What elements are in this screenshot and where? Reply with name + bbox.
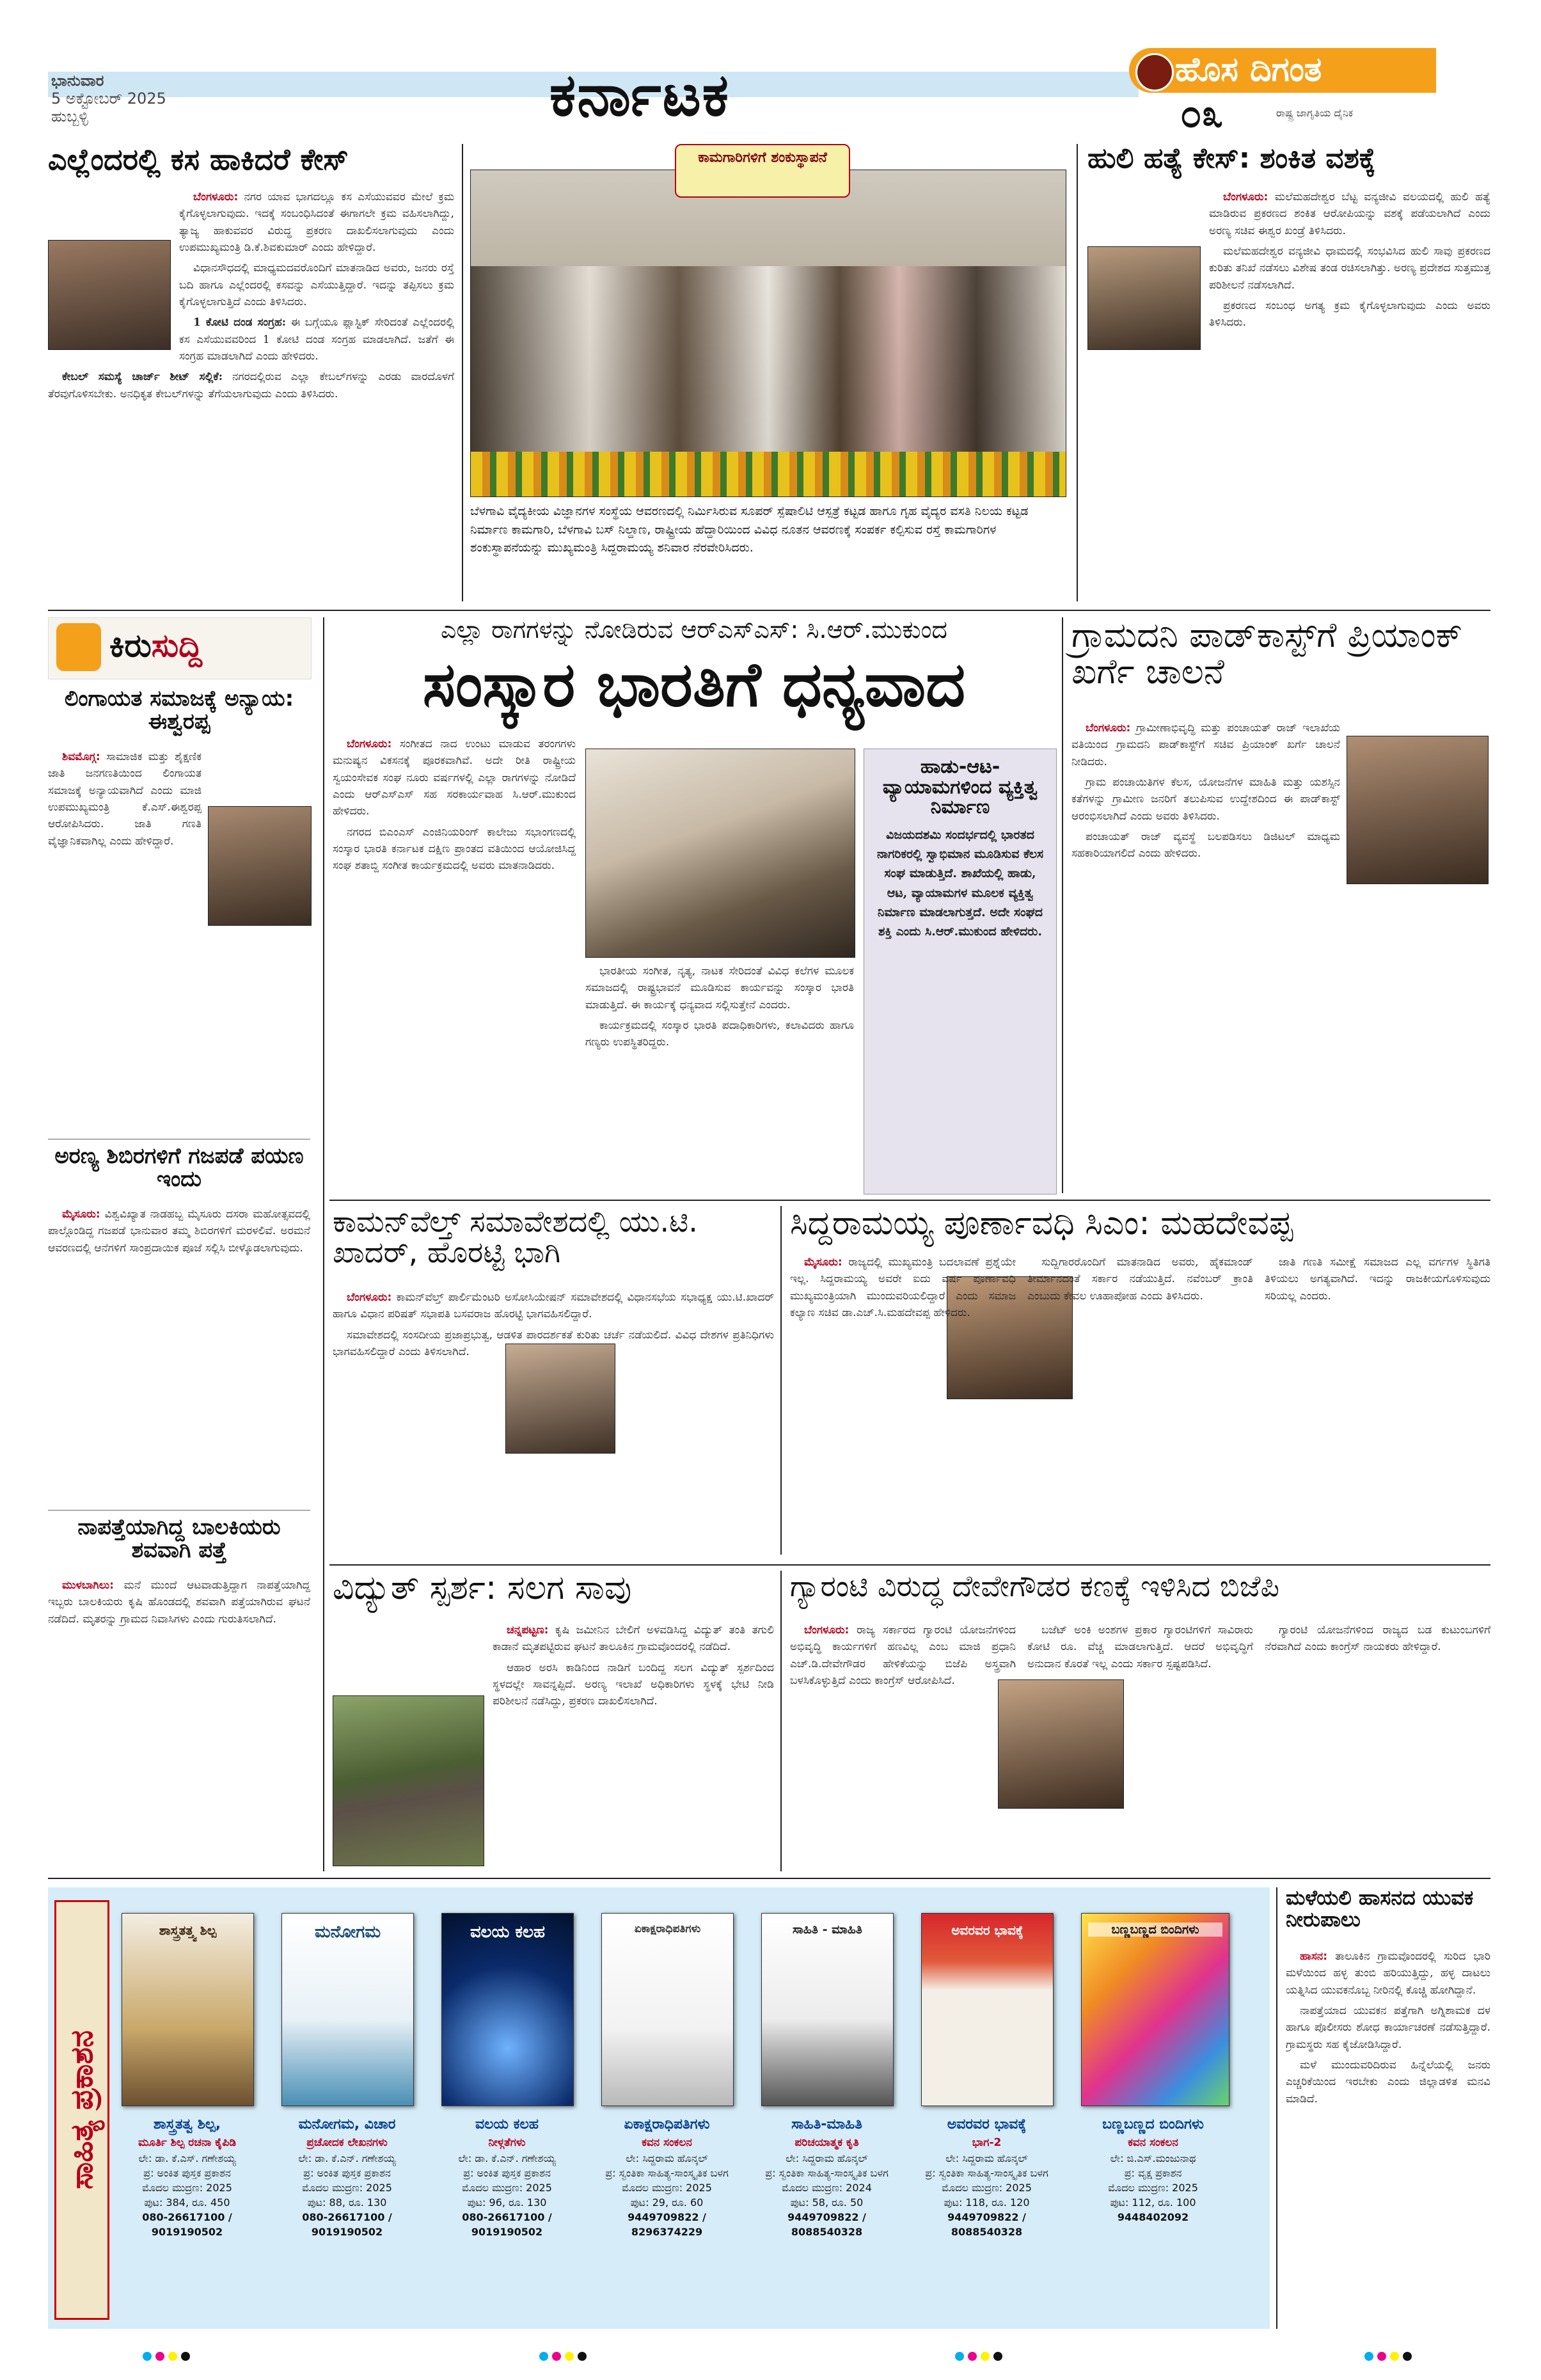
headline: ಮಳೆಯಲಿ ಹಾಸನದ ಯುವಕ ನೀರುಪಾಲು: [1286, 1885, 1474, 1932]
paragraph: ಪ್ರಕರಣದ ಸಂಬಂಧ ಅಗತ್ಯ ಕ್ರಮ ಕೈಗೊಳ್ಳಲಾಗುವುದು ಎಂದು ಅವರು ತಿಳಿಸಿದರು.: [1209, 299, 1490, 329]
story-body: [1286, 1948, 1490, 2329]
book-info: [758, 2114, 896, 2240]
sidebar-body: ವಿಜಯದಶಮಿ ಸಂದರ್ಭದಲ್ಲಿ ಭಾರತದ ನಾಗರಿಕರಲ್ಲಿ ಸ್ವಾಭಿಮಾನ ಮೂಡಿಸುವ ಕೆಲಸ ಸಂಘ ಮಾಡುತ್ತಿದೆ. ಶಾಖೆಯಲ್ಲಿ ಹಾಡು, ಆಟ, ವ್ಯಾಯಾಮಗಳ ಮೂಲಕ ವ್ಯಕ್ತಿತ್ವ ನಿರ್ಮಾಣ ಮಾಡಲಾಗುತ್ತದೆ. ಅದೇ ಸಂಘದ ಶಕ್ತಿ ಎಂದು ಸಿ.ಆರ್.ಮುಕುಂದ ಹೇಳಿದರು.: [876, 827, 1044, 939]
story-body-col1: [333, 736, 576, 1193]
registration-marks: [0, 2351, 1541, 2370]
story-tiger: [1087, 144, 1490, 605]
book-contact: 9449709822 / 8296374229: [628, 2211, 706, 2239]
sidebar-headline: ಹಾಡು-ಆಟ-ವ್ಯಾಯಾಮಗಳಿಂದ ವ್ಯಕ್ತಿತ್ವ ನಿರ್ಮಾಣ: [882, 756, 1038, 818]
subhead: 1 ಕೋಟಿ ದಂಡ ಸಂಗ್ರಹ:: [193, 316, 287, 329]
book-subtitle: ಭಾಗ-2: [972, 2136, 1002, 2149]
book-author: ಲೇ: ಸಿದ್ದರಾಮ ಹೊನ್ಕಲ್: [626, 2152, 708, 2164]
column-rule: [323, 617, 324, 1871]
book-subtitle: ಕವನ ಸಂಕಲನ: [642, 2136, 692, 2149]
book-subtitle: ಪರಿಚಯಾತ್ಮಕ ಕೃತಿ: [794, 2136, 859, 2149]
paragraph: ಭಾರತೀಯ ಸಂಗೀತ, ನೃತ್ಯ, ನಾಟಕ ಸೇರಿದಂತೆ ವಿವಿಧ ಕಲೆಗಳ ಮೂಲಕ ಸಮಾಜದಲ್ಲಿ ರಾಷ್ಟ್ರಭಾವನೆ ಮೂಡಿಸುವ ಕಾರ್ಯವನ್ನು ಸಂಸ್ಕಾರ ಭಾರತಿ ಮಾಡುತ್ತಿದೆ. ಈ ಕಾರ್ಯಕ್ಕೆ ಧನ್ಯವಾದ ಸಲ್ಲಿಸುತ್ತೇನೆ ಎಂದರು.: [585, 965, 854, 1012]
story-body: [333, 1622, 774, 1871]
book-publisher: ಪ್ರ: ವೃಕ್ಷ ಪ್ರಕಾಶನ: [1124, 2166, 1182, 2179]
book-cover-title: ಮನೋಗಮ: [314, 1923, 381, 1942]
book-author: ಲೇ: ಸಿದ್ದರಾಮ ಹೊನ್ಕಲ್: [945, 2152, 1028, 2164]
photo-flowers-band: [471, 452, 1066, 496]
story-guarantee-bjp: [790, 1571, 1490, 1871]
book-publisher: ಪ್ರ: ಅಂಕಿತ ಪುಸ್ತಕ ಪ್ರಕಾಶನ: [303, 2166, 391, 2179]
headline: ಗ್ರಾಮದನಿ ಪಾಡ್‌ಕಾಸ್ಟ್‌ಗೆ ಪ್ರಿಯಾಂಕ್ ಖರ್ಗೆ ಚಾಲನೆ: [1071, 615, 1463, 692]
story-hassan-youth: [1286, 1887, 1490, 2329]
section-title: ಕರ್ನಾಟಕ: [549, 61, 731, 129]
brief-body: [48, 1577, 310, 1875]
brief-headline: ನಾಪತ್ತೆಯಾಗಿದ್ದ ಬಾಲಕಿಯರು ಶವವಾಗಿ ಪತ್ತೆ: [77, 1514, 281, 1563]
paper-name: ಹೊಸ ದಿಗಂತ: [1175, 51, 1322, 89]
paragraph: ನಗರದ ಬಿಎಂಎಸ್ ಎಂಜಿನಿಯರಿಂಗ್ ಕಾಲೇಜು ಸಭಾಂಗಣದಲ್ಲಿ ಸಂಸ್ಕಾರ ಭಾರತಿ ಕರ್ನಾಟಕ ದಕ್ಷಿಣ ಪ್ರಾಂತದ ವತಿಯಿಂದ ಆಯೋಜಿಸಿದ್ದ ಸಂಘ ಶತಾಬ್ದಿ ಸಂಗೀತ ಕಾರ್ಯಕ್ರಮದಲ್ಲಿ ಅವರು ಮಾತನಾಡಿದರು.: [333, 825, 576, 873]
row-rule: [329, 1200, 1490, 1201]
headline: ಗ್ಯಾರಂಟಿ ವಿರುದ್ಧ ದೇವೇಗೌಡರ ಕಣಕ್ಕೆ ಇಳಿಸಿದ ಬಿಜೆಪಿ: [790, 1569, 1279, 1603]
book-price: ಪುಟ: 29, ರೂ. 60: [630, 2196, 704, 2209]
book-edition: ಮೊದಲ ಮುದ್ರಣ: 2024: [782, 2181, 872, 2194]
book-cover-title: ಅವರವರ ಭಾವಕ್ಕೆ: [951, 1923, 1023, 1938]
kiru-logo-a: ಕಿರು: [109, 627, 152, 664]
paragraph: ಬಜೆಟ್ ಅಂಕಿ ಅಂಶಗಳ ಪ್ರಕಾರ ಗ್ಯಾರಂಟಿಗಳಿಗೆ ಸಾವಿರಾರು ಕೋಟಿ ರೂ. ವೆಚ್ಚ ಮಾಡಲಾಗುತ್ತಿದೆ. ಆದರೆ ಅಭಿವೃದ್ಧಿಗೆ ಅನುದಾನ ಕೊರತೆ ಇಲ್ಲ ಎಂದು ಸರ್ಕಾರ ಸ್ಪಷ್ಟಪಡಿಸಿದೆ.: [1027, 1624, 1253, 1670]
brief-rule: [48, 1510, 310, 1511]
book-cover: [281, 1913, 414, 2106]
paragraph: ನಗರ ಯಾವ ಭಾಗದಲ್ಲೂ ಕಸ ಎಸೆಯುವವರ ಮೇಲೆ ಕ್ರಮ ಕೈಗೊಳ್ಳಲಾಗುವುದು. ಇದಕ್ಕೆ ಸಂಬಂಧಿಸಿದಂತೆ ಈಗಾಗಲೇ ಕ್ರಮ ವಹಿಸಲಾಗಿದ್ದು, ತ್ಯಾಜ್ಯ ಹಾಕುವವರ ವಿರುದ್ಧ ಪ್ರಕರಣ ದಾಖಲಿಸಲಾಗುವುದು ಎಂದು ಉಪಮುಖ್ಯಮಂತ್ರಿ ಡಿ.ಕೆ.ಶಿವಕುಮಾರ್ ಎಂದು ಹೇಳಿದ್ದಾರೆ.: [179, 191, 454, 255]
headline: ಎಲ್ಲೆಂದರಲ್ಲಿ ಕಸ ಹಾಕಿದರೆ ಕೇಸ್: [48, 142, 349, 177]
dateline: ಬೆಂಗಳೂರು:: [347, 1291, 392, 1304]
paragraph: ಕಾರ್ಯಕ್ರಮದಲ್ಲಿ ಸಂಸ್ಕಾರ ಭಾರತಿ ಪದಾಧಿಕಾರಿಗಳು, ಕಲಾವಿದರು ಹಾಗೂ ಗಣ್ಯರು ಉಪಸ್ಥಿತರಿದ್ದರು.: [585, 1019, 854, 1049]
book-title: ಸಾಹಿತಿ-ಮಾಹಿತಿ: [791, 2116, 862, 2132]
dateline: ಬೆಂಗಳೂರು:: [804, 1624, 850, 1637]
story-body: [1071, 720, 1490, 1193]
paragraph: ಸಮಾವೇಶದಲ್ಲಿ ಸಂಸದೀಯ ಪ್ರಜಾಪ್ರಭುತ್ವ, ಆಡಳಿತ ಪಾರದರ್ಶಕತೆ ಕುರಿತು ಚರ್ಚೆ ನಡೆಯಲಿದೆ. ವಿವಿಧ ದೇಶಗಳ ಪ್ರತಿನಿಧಿಗಳು ಭಾಗವಹಿಸಲಿದ್ದಾರೆ ಎಂದು ತಿಳಿಸಲಾಗಿದೆ.: [333, 1328, 774, 1359]
paragraph: ಕೃಷಿ ಜಮೀನಿನ ಬೇಲಿಗೆ ಅಳವಡಿಸಿದ್ದ ವಿದ್ಯುತ್ ತಂತಿ ತಗುಲಿ ಕಾಡಾನೆ ಮೃತಪಟ್ಟಿರುವ ಘಟನೆ ತಾಲೂಕಿನ ಗ್ರಾಮವೊಂದರಲ್ಲಿ ನಡೆದಿದೆ.: [493, 1624, 774, 1654]
column-rule: [1276, 1887, 1277, 2329]
story-gramadani-podcast: [1071, 617, 1490, 1193]
book-price: ಪುಟ: 384, ರೂ. 450: [144, 2196, 230, 2209]
brief-headline: ಅರಣ್ಯ ಶಿಬಿರಗಳಿಗೆ ಗಜಪಡೆ ಪಯಣ ಇಂದು: [54, 1143, 304, 1192]
paragraph: ಗ್ರಾಮೀಣಾಭಿವೃದ್ಧಿ ಮತ್ತು ಪಂಚಾಯತ್ ರಾಜ್ ಇಲಾಖೆಯ ವತಿಯಿಂದ ಗ್ರಾಮದನಿ ಪಾಡ್‌ಕಾಸ್ಟ್‌ಗೆ ಸಚಿವ ಪ್ರಿಯಾಂಕ್ ಖರ್ಗೆ ಚಾಲನೆ ನೀಡಿದರು.: [1071, 722, 1341, 768]
book-edition: ಮೊದಲ ಮುದ್ರಣ: 2025: [142, 2181, 232, 2194]
story-body: [1087, 189, 1490, 605]
brief-item: [48, 1516, 310, 1875]
book-publisher: ಪ್ರ: ಸ್ವಂತಿಕಾ ಸಾಹಿತ್ಯ-ಸಾಂಸ್ಕೃತಿಕ ಬಳಗ: [605, 2166, 729, 2179]
brief-headline: ಲಿಂಗಾಯತ ಸಮಾಜಕ್ಕೆ ಅನ್ಯಾಯ: ಈಶ್ವರಪ್ಪ: [64, 686, 294, 734]
book-contact: 9449709822 / 8088540328: [947, 2211, 1026, 2239]
story-garbage-case: [48, 144, 454, 605]
paragraph: ಮಲೆಮಹದೇಶ್ವರ ಬೆಟ್ಟ ವನ್ಯಜೀವಿ ವಲಯದಲ್ಲಿ ಹುಲಿ ಹತ್ಯೆ ಮಾಡಿರುವ ಪ್ರಕರಣದ ಶಂಕಿತ ಆರೋಪಿಯನ್ನು ವಶಕ್ಕೆ ಪಡೆಯಲಾಗಿದೆ ಎಂದು ಅರಣ್ಯ ಸಚಿವ ಈಶ್ವರ ಖಂಡ್ರೆ ತಿಳಿಸಿದರು.: [1209, 191, 1490, 237]
book-edition: ಮೊದಲ ಮುದ್ರಣ: 2025: [302, 2181, 392, 2194]
date-label: 5 ಅಕ್ಟೋಬರ್ 2025: [51, 90, 166, 107]
book-info: [598, 2114, 736, 2240]
paragraph: ಈ ಬಗ್ಗೆಯೂ ಪ್ಲಾಸ್ಟಿಕ್ ಸೇರಿದಂತೆ ಎಲ್ಲೆಂದರಲ್ಲಿ ಕಸ ಎಸೆಯುವವರಿಂದ 1 ಕೋಟಿ ದಂಡ ಸಂಗ್ರಹ ಮಾಡಲಾಗಿದೆ. ಜತೆಗೆ ಈ ಸಂಗ್ರಹ ಮಾಡಲಾಗಿದೆ ಎಂದು ಹೇಳಿದರು.: [179, 316, 454, 363]
book-cover: [441, 1913, 574, 2106]
brand-block: [1129, 48, 1487, 138]
paragraph: ವಿಶ್ವವಿಖ್ಯಾತ ನಾಡಹಬ್ಬ ಮೈಸೂರು ದಸರಾ ಮಹೋತ್ಸವದಲ್ಲಿ ಪಾಲ್ಗೊಂಡಿದ್ದ ಗಜಪಡೆ ಭಾನುವಾರ ತಮ್ಮ ಶಿಬಿರಗಳಿಗೆ ಮರಳಲಿವೆ. ಅರಮನೆ ಆವರಣದಲ್ಲಿ ಆನೆಗಳಿಗೆ ಸಾಂಪ್ರದಾಯಿಕ ಪೂಜೆ ಸಲ್ಲಿಸಿ ಬೀಳ್ಕೊಡಲಾಗುವುದು.: [48, 1208, 310, 1255]
paragraph: ಮನೆ ಮುಂದೆ ಆಟವಾಡುತ್ತಿದ್ದಾಗ ನಾಪತ್ತೆಯಾಗಿದ್ದ ಇಬ್ಬರು ಬಾಲಕಿಯರು ಕೃಷಿ ಹೊಂಡದಲ್ಲಿ ಶವವಾಗಿ ಪತ್ತೆಯಾಗಿರುವ ಘಟನೆ ನಡೆದಿದೆ. ಮೃತರನ್ನು ಗ್ರಾಮದ ನಿವಾಸಿಗಳು ಎಂದು ಗುರುತಿಸಲಾಗಿದೆ.: [48, 1579, 310, 1626]
headline: ಸಂಸ್ಕಾರ ಭಾರತಿಗೆ ಧನ್ಯವಾದ: [422, 649, 966, 720]
story-body-col2: [585, 963, 854, 1193]
column-rule: [462, 144, 463, 601]
book-cover-title: ಶಾಸ್ತ್ರತತ್ತ್ವ ಶಿಲ್ಪ: [159, 1923, 217, 1938]
paragraph: ಗ್ರಾಮ ಪಂಚಾಯಿತಿಗಳ ಕೆಲಸ, ಯೋಜನೆಗಳ ಮಾಹಿತಿ ಮತ್ತು ಯಶಸ್ಸಿನ ಕತೆಗಳನ್ನು ಗ್ರಾಮೀಣ ಜನರಿಗೆ ತಲುಪಿಸುವ ಉದ್ದೇಶದಿಂದ ಈ ಪಾಡ್‌ಕಾಸ್ಟ್ ಆರಂಭಿಸಲಾಗಿದೆ ಎಂದು ಅವರು ತಿಳಿಸಿದರು.: [1071, 776, 1340, 823]
book-cover-title: ಏಕಾಕ್ಷರಾಧಿಪತಿಗಳು: [634, 1923, 701, 1935]
kiru-logo-b: ಸುದ್ದಿ: [151, 627, 203, 664]
headline: ಹುಲಿ ಹತ್ಯೆ ಕೇಸ್: ಶಂಕಿತ ವಶಕ್ಕೆ: [1087, 142, 1376, 175]
masthead: [0, 0, 1541, 144]
row-rule: [329, 1564, 1490, 1566]
book-subtitle: ಪ್ರಚೋದಕ ಲೇಖನಗಳು: [306, 2136, 388, 2149]
lead-photo-block: [470, 144, 1068, 601]
story-full-term-cm: [790, 1206, 1490, 1564]
brief-item: [48, 1145, 310, 1503]
story-body: [790, 1622, 1490, 1871]
book-contact: 080-26617100 / 9019190502: [142, 2211, 232, 2239]
subhead: ಕೇಬಲ್ ಸಮಸ್ಯೆ ಚಾರ್ಜ್ ಶೀಟ್ ಸಲ್ಲಿಕೆ:: [62, 370, 223, 384]
book-title: ಶಾಸ್ತ್ರತತ್ವ ಶಿಲ್ಪ,: [153, 2116, 221, 2132]
brief-body: [48, 749, 310, 1129]
book-cover: [601, 1913, 734, 2106]
dateline: ಚನ್ನಪಟ್ಟಣ:: [507, 1624, 549, 1637]
dateline: ಮುಳಬಾಗಿಲು:: [62, 1579, 114, 1592]
paragraph: ಸುದ್ದಿಗಾರರೊಂದಿಗೆ ಮಾತನಾಡಿದ ಅವರು, ಹೈಕಮಾಂಡ್ ತೀರ್ಮಾನದಂತೆ ಸರ್ಕಾರ ನಡೆಯುತ್ತಿದೆ. ನವೆಂಬರ್ ಕ್ರಾಂತಿ ಎಂಬುದು ಕೇವಲ ಊಹಾಪೋಹ ಎಂದು ತಿಳಿಸಿದರು.: [1027, 1256, 1253, 1303]
book-author: ಲೇ: ಸಿದ್ದರಾಮ ಹೊನ್ಕಲ್: [786, 2152, 868, 2164]
row-rule: [48, 610, 1490, 611]
column-rule: [780, 1206, 782, 1555]
story-body: [48, 189, 454, 605]
book-cover: [1081, 1913, 1229, 2106]
headline: ವಿದ್ಯುತ್ ಸ್ಪರ್ಶ: ಸಲಗ ಸಾವು: [333, 1569, 632, 1607]
badge-text: ಕಾಮಗಾರಿಗಳಿಗೆ ಶಂಕುಸ್ಥಾಪನೆ: [698, 150, 827, 166]
book-title: ಬಣ್ಣಬಣ್ಣದ ಬಿಂದಿಗಳು: [1102, 2116, 1204, 2132]
dateline: ಬೆಂಗಳೂರು:: [347, 738, 392, 750]
dateline: ಮೈಸೂರು:: [804, 1256, 842, 1269]
book-price: ಪುಟ: 96, ರೂ. 130: [467, 2196, 547, 2209]
column-rule: [1077, 144, 1078, 601]
book-ad: [48, 1887, 1270, 2329]
book-info: [118, 2114, 256, 2240]
dateline: ಬೆಂಗಳೂರು:: [1086, 722, 1131, 734]
book-publisher: ಪ್ರ: ಸ್ವಂತಿಕಾ ಸಾಹಿತ್ಯ-ಸಾಂಸ್ಕೃತಿಕ ಬಳಗ: [765, 2166, 889, 2179]
lead-photo: [470, 170, 1066, 497]
row-rule: [48, 1878, 1490, 1879]
book-author: ಲೇ: ಡಾ. ಕೆ.ಎನ್. ಗಣೇಶಯ್ಯ: [458, 2152, 556, 2164]
book-publisher: ಪ್ರ: ಅಂಕಿತ ಪುಸ್ತಕ ಪ್ರಕಾಶನ: [143, 2166, 231, 2179]
book-contact: 9448402092: [1117, 2211, 1189, 2224]
paragraph: ಸಂಗೀತದ ನಾದ ಉಂಟು ಮಾಡುವ ತರಂಗಗಳು ಮನುಷ್ಯನ ವಿಕಸನಕ್ಕೆ ಪೂರಕವಾಗಿವೆ. ಅದೇ ರೀತಿ ರಾಷ್ಟ್ರೀಯ ಸ್ವಯಂಸೇವಕ ಸಂಘ ನೂರು ವರ್ಷಗಳಲ್ಲಿ ಎಲ್ಲಾ ರಾಗಗಳನ್ನು ನೋಡಿದೆ ಎಂದು ಆರ್‌ಎಸ್‌ಎಸ್ ಸಹ ಸರಕಾರ್ಯವಾಹ ಸಿ.ಆರ್.ಮುಕುಂದ ಹೇಳಿದರು.: [333, 738, 576, 818]
paragraph: ಮಲೆಮಹದೇಶ್ವರ ವನ್ಯಜೀವಿ ಧಾಮದಲ್ಲಿ ಸಂಭವಿಸಿದ ಹುಲಿ ಸಾವು ಪ್ರಕರಣದ ಕುರಿತು ತನಿಖೆ ನಡೆಸಲು ವಿಶೇಷ ತಂಡ ರಚಿಸಲಾಗಿತ್ತು. ಅರಣ್ಯ ಪ್ರದೇಶದ ಸುತ್ತಮುತ್ತ ಪರಿಶೀಲನೆ ನಡೆಸಲಾಗಿದೆ.: [1209, 245, 1490, 292]
paragraph: ರಾಜ್ಯದಲ್ಲಿ ಮುಖ್ಯಮಂತ್ರಿ ಬದಲಾವಣೆ ಪ್ರಶ್ನೆಯೇ ಇಲ್ಲ. ಸಿದ್ದರಾಮಯ್ಯ ಅವರೇ ಐದು ವರ್ಷ ಪೂರ್ಣಾವಧಿ ಮುಖ್ಯಮಂತ್ರಿಯಾಗಿ ಮುಂದುವರಿಯಲಿದ್ದಾರೆ ಎಂದು ಸಮಾಜ ಕಲ್ಯಾಣ ಸಚಿವ ಡಾ.ಎಚ್.ಸಿ.ಮಹದೇವಪ್ಪ ಹೇಳಿದರು.: [790, 1256, 1016, 1320]
sidebar-quote-box: [864, 749, 1057, 1194]
book-contact: 080-26617100 / 9019190502: [302, 2211, 392, 2239]
story-body: [790, 1254, 1490, 1564]
dateline: ಹಾಸನ:: [1300, 1950, 1328, 1963]
date-block: [51, 72, 217, 125]
dateline: ಶಿವಮೊಗ್ಗ:: [62, 750, 100, 763]
photo-badge: [675, 144, 850, 198]
book-contact: 080-26617100 / 9019190502: [462, 2211, 552, 2239]
book-cover-title: ವಲಯ ಕಲಹ: [470, 1923, 545, 1942]
book-cover-title: ಬಣ್ಣಬಣ್ಣದ ಬಿಂದಿಗಳು: [1088, 1923, 1222, 1937]
book-title: ವಲಯ ಕಲಹ: [475, 2116, 539, 2132]
book-cover-title: ಸಾಹಿತಿ - ಮಾಹಿತಿ: [793, 1923, 862, 1937]
book-author: ಲೇ: ಡಾ. ಕೆ.ಎನ್. ಗಣೇಶಯ್ಯ: [298, 2152, 396, 2164]
book-title: ಏಕಾಕ್ಷರಾಧಿಪತಿಗಳು: [624, 2116, 710, 2132]
edition-label: ಹುಬ್ಬಳ್ಳಿ: [51, 107, 88, 125]
paragraph: ಗ್ಯಾರಂಟಿ ಯೋಜನೆಗಳಿಂದ ರಾಜ್ಯದ ಬಡ ಕುಟುಂಬಗಳಿಗೆ ನೆರವಾಗಿದೆ ಎಂದು ಕಾಂಗ್ರೆಸ್ ನಾಯಕರು ಹೇಳಿದ್ದಾರೆ.: [1265, 1624, 1490, 1654]
story-body: [333, 1289, 774, 1564]
book-price: ಪುಟ: 118, ರೂ. 120: [944, 2196, 1030, 2209]
story-elephant-death: [333, 1571, 774, 1871]
book-cover: [921, 1913, 1054, 2106]
book-title: ಅವರವರ ಭಾವಕ್ಕೆ: [947, 2116, 1027, 2132]
headline: ಕಾಮನ್‌ವೆಲ್ತ್ ಸಮಾವೇಶದಲ್ಲಿ ಯು.ಟಿ. ಖಾದರ್, ಹೊರಟ್ಟಿ ಭಾಗಿ: [333, 1204, 698, 1270]
book-price: ಪುಟ: 58, ರೂ. 50: [790, 2196, 864, 2209]
paragraph: ಪಂಚಾಯತ್ ರಾಜ್ ವ್ಯವಸ್ಥೆ ಬಲಪಡಿಸಲು ಡಿಜಿಟಲ್ ಮಾಧ್ಯಮ ಸಹಕಾರಿಯಾಗಲಿದೆ ಎಂದು ಹೇಳಿದರು.: [1071, 830, 1340, 861]
book-contact: 9449709822 / 8088540328: [787, 2211, 866, 2239]
dateline: ಮೈಸೂರು:: [62, 1208, 100, 1221]
ad-vertical-title: ಸಾಹಿತ್ಯ ಪ್ರಕಾಶನ: [64, 2030, 100, 2190]
brief-item: [48, 688, 310, 1129]
paragraph: ಸಾಮಾಜಿಕ ಮತ್ತು ಶೈಕ್ಷಣಿಕ ಜಾತಿ ಜನಗಣತಿಯಿಂದ ಲಿಂಗಾಯತ ಸಮಾಜಕ್ಕೆ ಅನ್ಯಾಯವಾಗಿದೆ ಎಂದು ಮಾಜಿ ಉಪಮುಖ್ಯಮಂತ್ರಿ ಕೆ.ಎಸ್.ಈಶ್ವರಪ್ಪ ಆರೋಪಿಸಿದರು. ಜಾತಿ ಗಣತಿ ವೈಜ್ಞಾನಿಕವಾಗಿಲ್ಲ ಎಂದು ಹೇಳಿದ್ದಾರೆ.: [48, 750, 202, 848]
story-sanskar-bharati: [333, 617, 1055, 1193]
book-subtitle: ಮೂರ್ತಿ ಶಿಲ್ಪ ರಚನಾ ಕೈಪಿಡಿ: [138, 2136, 237, 2149]
paragraph: ಆಹಾರ ಅರಸಿ ಕಾಡಿನಿಂದ ನಾಡಿಗೆ ಬಂದಿದ್ದ ಸಲಗ ವಿದ್ಯುತ್ ಸ್ಪರ್ಶದಿಂದ ಸ್ಥಳದಲ್ಲೇ ಸಾವನ್ನಪ್ಪಿದೆ. ಅರಣ್ಯ ಇಲಾಖೆ ಅಧಿಕಾರಿಗಳು ಸ್ಥಳಕ್ಕೆ ಭೇಟಿ ನೀಡಿ ಪರಿಶೀಲನೆ ನಡೆಸಿದ್ದು, ಪ್ರಕರಣ ದಾಖಲಿಸಲಾಗಿದೆ.: [493, 1661, 774, 1708]
photo-people-band: [471, 266, 1066, 458]
book-info: [1084, 2114, 1222, 2225]
paragraph: ನಗರದಲ್ಲಿರುವ ಎಲ್ಲಾ ಕೇಬಲ್‌ಗಳನ್ನು ಎರಡು ವಾರದೊಳಗೆ ತೆರವುಗೊಳಿಸಬೇಕು. ಅನಧಿಕೃತ ಕೇಬಲ್‌ಗಳನ್ನು ತೆಗೆಯಲಾಗುವುದು ಎಂದು ತಿಳಿಸಿದರು.: [48, 370, 454, 401]
book-info: [278, 2114, 416, 2240]
book-edition: ಮೊದಲ ಮುದ್ರಣ: 2025: [622, 2181, 712, 2194]
book-info: [918, 2114, 1055, 2240]
book-subtitle: ನೀಳ್ಗತೆಗಳು: [488, 2136, 526, 2149]
kiru-logo: [48, 617, 312, 679]
paragraph: ನಾಪತ್ತೆಯಾದ ಯುವಕನ ಪತ್ತೆಗಾಗಿ ಅಗ್ನಿಶಾಮಕ ದಳ ಹಾಗೂ ಪೊಲೀಸರು ಶೋಧ ಕಾರ್ಯಾಚರಣೆ ನಡೆಸುತ್ತಿದ್ದಾರೆ. ಗ್ರಾಮಸ್ಥರು ಸಹ ಕೈಜೋಡಿಸಿದ್ದಾರೆ.: [1286, 2004, 1490, 2051]
book-edition: ಮೊದಲ ಮುದ್ರಣ: 2025: [942, 2181, 1032, 2194]
book-info: [438, 2114, 576, 2240]
day-label: ಭಾನುವಾರ: [51, 72, 104, 90]
book-author: ಲೇ: ಡಾ. ಕೆ.ಎಸ್. ಗಣೇಶಯ್ಯ: [138, 2152, 236, 2164]
hand-icon: [56, 623, 101, 671]
paragraph: ರಾಜ್ಯ ಸರ್ಕಾರದ ಗ್ಯಾರಂಟಿ ಯೋಜನೆಗಳಿಂದ ಅಭಿವೃದ್ಧಿ ಕಾರ್ಯಗಳಿಗೆ ಹಣವಿಲ್ಲ ಎಂಬ ಮಾಜಿ ಪ್ರಧಾನಿ ಎಚ್.ಡಿ.ದೇವೇಗೌಡರ ಹೇಳಿಕೆಯನ್ನು ಬಿಜೆಪಿ ಅಸ್ತ್ರವಾಗಿ ಬಳಸಿಕೊಳ್ಳುತ್ತಿದೆ ಎಂದು ಕಾಂಗ್ರೆಸ್ ಆರೋಪಿಸಿದೆ.: [790, 1624, 1016, 1688]
photo-sanskar-event: [585, 749, 855, 958]
paragraph: ಜಾತಿ ಗಣತಿ ಸಮೀಕ್ಷೆ ಸಮಾಜದ ಎಲ್ಲ ವರ್ಗಗಳ ಸ್ಥಿತಿಗತಿ ತಿಳಿಯಲು ಅಗತ್ಯವಾಗಿದೆ. ಇದನ್ನು ರಾಜಕೀಯಗೊಳಿಸುವುದು ಸರಿಯಲ್ಲ ಎಂದರು.: [1265, 1256, 1490, 1303]
book-cover: [122, 1913, 254, 2106]
book-publisher: ಪ್ರ: ಸ್ವಂತಿಕಾ ಸಾಹಿತ್ಯ-ಸಾಂಸ್ಕೃತಿಕ ಬಳಗ: [925, 2166, 1048, 2179]
page-number: ೦೩: [1180, 91, 1224, 136]
lead-photo-caption: ಬೆಳಗಾವಿ ವೈದ್ಯಕೀಯ ವಿಜ್ಞಾನಗಳ ಸಂಸ್ಥೆಯ ಆವರಣದಲ್ಲಿ ನಿರ್ಮಿಸಿರುವ ಸೂಪರ್ ಸ್ಪೆಷಾಲಿಟಿ ಆಸ್ಪತ್ರೆ ಕಟ್ಟಡ ಹಾಗೂ ಗೃಹ ವೈದ್ಯರ ವಸತಿ ನಿಲಯ ಕಟ್ಟಡ ನಿರ್ಮಾಣ ಕಾಮಗಾರಿ, ಬೆಳಗಾವಿ ಬಸ್ ನಿಲ್ದಾಣ, ರಾಷ್ಟ್ರೀಯ ಹೆದ್ದಾರಿಯಿಂದ ವಿವಿಧ ನೂತನ ಆವರಣಕ್ಕೆ ಸಂಪರ್ಕ ಕಲ್ಪಿಸುವ ರಸ್ತೆ ಕಾಮಗಾರಿಗಳ ಶಂಕುಸ್ಥಾಪನೆಯನ್ನು ಮುಖ್ಯಮಂತ್ರಿ ಸಿದ್ದರಾಮಯ್ಯ ಶನಿವಾರ ನೆರವೇರಿಸಿದರು.: [470, 504, 1029, 555]
headline: ಸಿದ್ದರಾಮಯ್ಯ ಪೂರ್ಣಾವಧಿ ಸಿಎಂ: ಮಹದೇವಪ್ಪ: [790, 1204, 1293, 1242]
ad-vertical-title-box: [54, 1900, 109, 2320]
column-rule: [1062, 617, 1063, 1193]
dateline: ಬೆಂಗಳೂರು:: [193, 191, 239, 203]
brief-body: [48, 1206, 310, 1503]
book-edition: ಮೊದಲ ಮುದ್ರಣ: 2025: [1108, 2181, 1198, 2194]
book-publisher: ಪ್ರ: ಅಂಕಿತ ಪುಸ್ತಕ ಪ್ರಕಾಶನ: [463, 2166, 551, 2179]
book-title: ಮನೋಗಮ, ವಿಚಾರ: [298, 2116, 396, 2132]
paragraph: ಕಾಮನ್‌ವೆಲ್ತ್ ಪಾರ್ಲಿಮೆಂಟರಿ ಅಸೋಸಿಯೇಷನ್ ಸಮಾವೇಶದಲ್ಲಿ ವಿಧಾನಸಭೆಯ ಸಭಾಧ್ಯಕ್ಷ ಯು.ಟಿ.ಖಾದರ್ ಹಾಗೂ ವಿಧಾನ ಪರಿಷತ್ ಸಭಾಪತಿ ಬಸವರಾಜ ಹೊರಟ್ಟಿ ಭಾಗವಹಿಸಲಿದ್ದಾರೆ.: [333, 1291, 774, 1321]
book-price: ಪುಟ: 88, ರೂ. 130: [307, 2196, 387, 2209]
paragraph: ತಾಲೂಕಿನ ಗ್ರಾಮವೊಂದರಲ್ಲಿ ಸುರಿದ ಭಾರಿ ಮಳೆಯಿಂದ ಹಳ್ಳ ತುಂಬಿ ಹರಿಯುತ್ತಿದ್ದು, ಹಳ್ಳ ದಾಟಲು ಯತ್ನಿಸಿದ ಯುವಕನೊಬ್ಬ ನೀರಿನಲ್ಲಿ ಕೊಚ್ಚಿ ಹೋಗಿದ್ದಾನೆ.: [1286, 1950, 1490, 1997]
book-edition: ಮೊದಲ ಮುದ್ರಣ: 2025: [462, 2181, 552, 2194]
book-cover: [761, 1913, 894, 2106]
tagline: ರಾಷ್ಟ್ರ ಜಾಗೃತಿಯ ದೈನಿಕ: [1276, 107, 1354, 119]
dateline: ಬೆಂಗಳೂರು:: [1223, 191, 1268, 203]
book-author: ಲೇ: ಜಿ.ಎಸ್.ಮಂಜುನಾಥ: [1110, 2152, 1196, 2164]
brand-logo-icon: [1135, 53, 1174, 91]
book-price: ಪುಟ: 112, ರೂ. 100: [1110, 2196, 1196, 2209]
column-rule: [780, 1571, 782, 1871]
paragraph: ಮಳೆ ಮುಂದುವರಿದಿರುವ ಹಿನ್ನೆಲೆಯಲ್ಲಿ ಜನರು ಎಚ್ಚರಿಕೆಯಿಂದ ಇರಬೇಕು ಎಂದು ಜಿಲ್ಲಾಡಳಿತ ಮನವಿ ಮಾಡಿದೆ.: [1286, 2059, 1490, 2106]
story-commonwealth: [333, 1206, 774, 1564]
paragraph: ವಿಧಾನಸೌಧದಲ್ಲಿ ಮಾಧ್ಯಮದವರೊಂದಿಗೆ ಮಾತನಾಡಿದ ಅವರು, ಜನರು ರಸ್ತೆ ಬದಿ ಹಾಗೂ ಎಲ್ಲೆಂದರಲ್ಲಿ ಕಸವನ್ನು ಎಸೆಯುತ್ತಿದ್ದಾರೆ. ಇದನ್ನು ತಪ್ಪಿಸಲು ಕ್ರಮ ಕೈಗೊಳ್ಳಲಾಗುತ್ತಿದೆ ಎಂದು ತಿಳಿಸಿದರು.: [179, 262, 454, 309]
kiru-suddi: [48, 617, 317, 1875]
kicker: ಎಲ್ಲಾ ರಾಗಗಳನ್ನು ನೋಡಿರುವ ಆರ್‌ಎಸ್‌ಎಸ್: ಸಿ.ಆರ್.ಮುಕುಂದ: [441, 615, 947, 644]
book-subtitle: ಕವನ ಸಂಕಲನ: [1128, 2136, 1178, 2149]
